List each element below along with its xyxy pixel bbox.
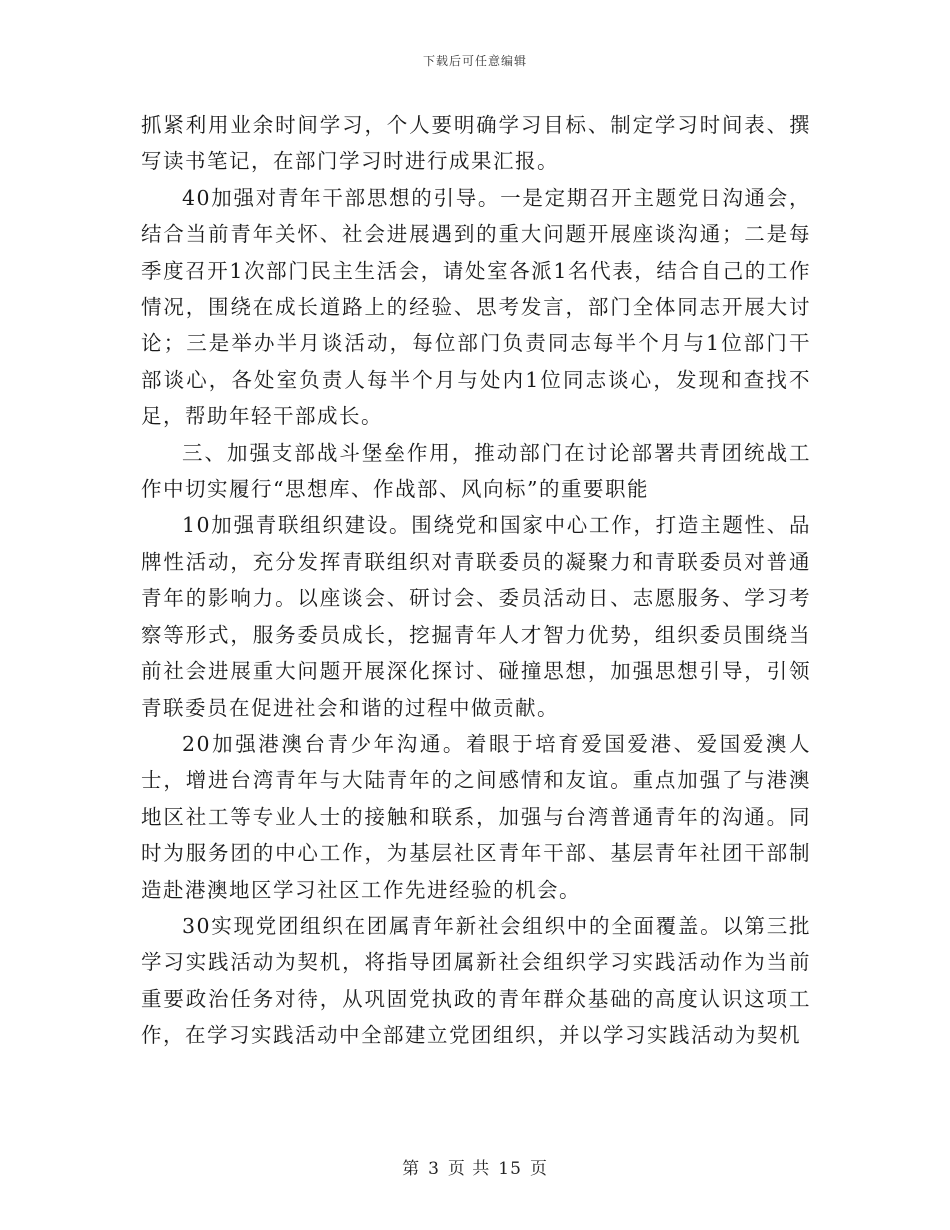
footer-total-pages: 15 (498, 1159, 522, 1179)
footer-middle: 页 共 (447, 1159, 491, 1179)
footer-prefix: 第 (402, 1159, 421, 1179)
section-heading-3: 三、加强支部战斗堡垒作用，推动部门在讨论部署共青团统战工作中切实履行“思想库、作战部、风向标”的重要职能 (141, 440, 811, 502)
page-header: 下载后可任意编辑 (422, 54, 527, 68)
paragraph-item-4: 40加强对青年干部思想的引导。一是定期召开主题党日沟通会，结合当前青年关怀、社会进展遇到的重大问题开展座谈沟通；二是每季度召开1次部门民主生活会，请处室各派1名代表，结合自己的工作情况，围绕在成长道路上的经验、思考发言，部门全体同志开展大讨论；三是举办半月谈活动，每位部门负责同志每半个月与1位部门干部谈心，各处室负责人每半个月与处内1位同志谈心，发现和查找不足，帮助年轻干部成长。 (141, 185, 811, 429)
footer-suffix: 页 (529, 1159, 548, 1179)
paragraph-continuation: 抓紧利用业余时间学习，个人要明确学习目标、制定学习时间表、撰写读书笔记，在部门学习时进行成果汇报。 (141, 113, 811, 174)
paragraph-item-3: 30实现党团组织在团属青年新社会组织中的全面覆盖。以第三批学习实践活动为契机，将指导团属新社会组织学习实践活动作为当前重要政治任务对待，从巩固党执政的青年群众基础的高度认识这项工作，在学习实践活动中全部建立党团组织，并以学习实践活动为契机 (141, 913, 811, 1048)
paragraph-item-2: 20加强港澳台青少年沟通。着眼于培育爱国爱港、爱国爱澳人士，增进台湾青年与大陆青年的之间感情和友谊。重点加强了与港澳地区社工等专业人士的接触和联系，加强与台湾普通青年的沟通。同时为服务团的中心工作，为基层社区青年干部、基层青年社团干部制造赴港澳地区学习社区工作先进经验的机会。 (141, 731, 811, 902)
page-footer (0, 1154, 950, 1179)
footer-page-number: 3 (428, 1159, 440, 1179)
document-body (141, 107, 811, 1054)
paragraph-item-1: 10加强青联组织建设。围绕党和国家中心工作，打造主题性、品牌性活动，充分发挥青联组织对青联委员的凝聚力和青联委员对普通青年的影响力。以座谈会、研讨会、委员活动日、志愿服务、学习考察等形式，服务委员成长，挖掘青年人才智力优势，组织委员围绕当前社会进展重大问题开展深化探讨、碰撞思想，加强思想引导，引领青联委员在促进社会和谐的过程中做贡献。 (141, 513, 811, 720)
